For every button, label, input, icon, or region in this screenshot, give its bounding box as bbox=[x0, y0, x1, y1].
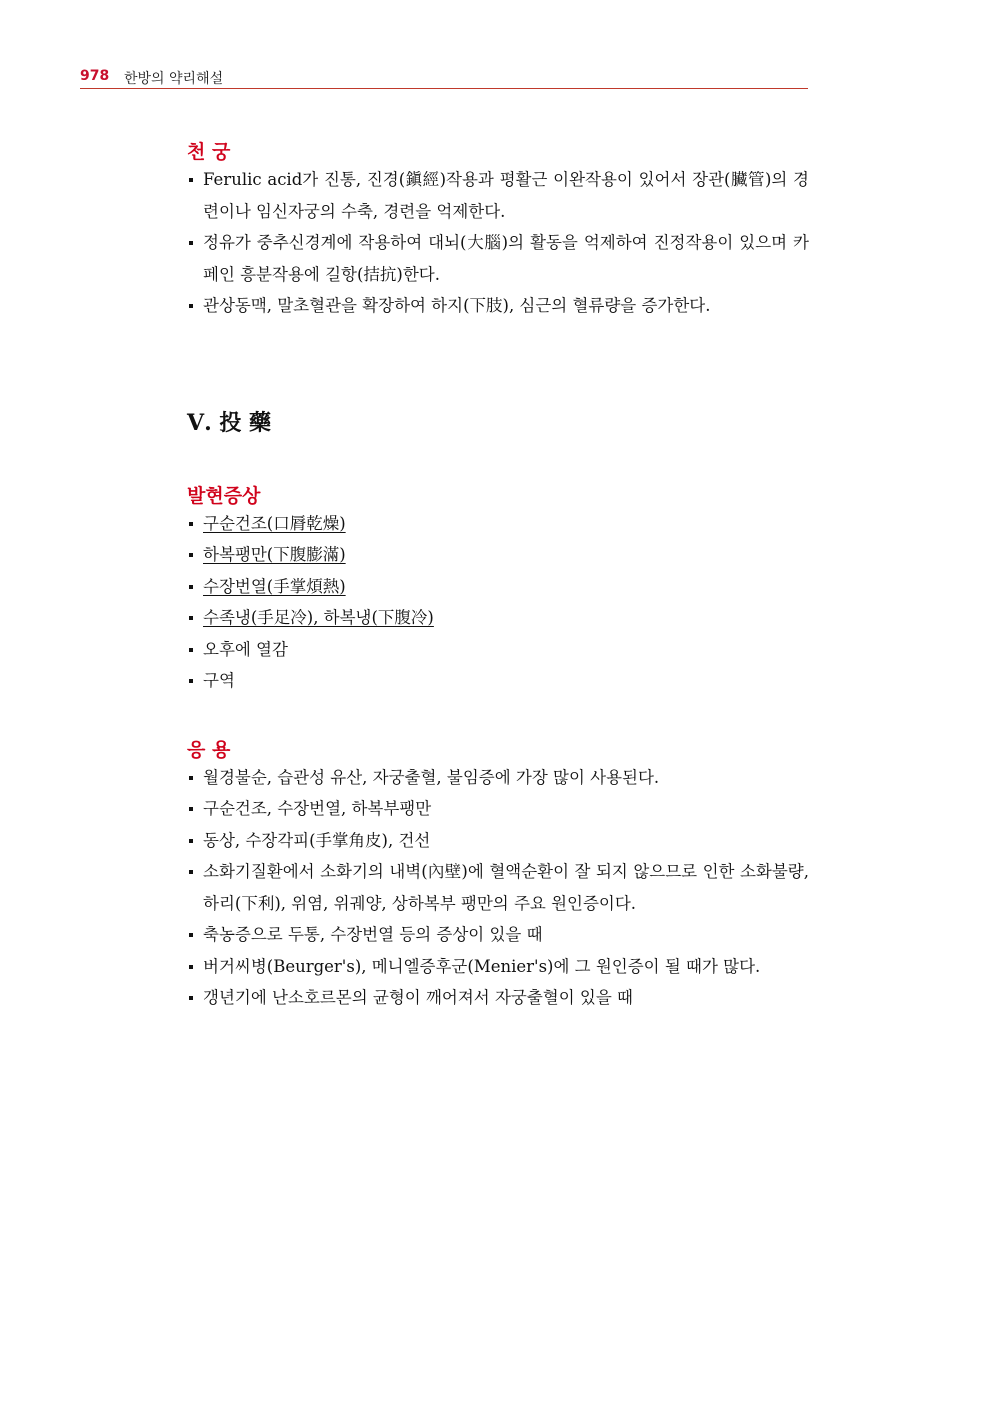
symptom-text: 구순건조(口脣乾燥) bbox=[203, 513, 346, 533]
list-item: 축농증으로 두통, 수장번열 등의 증상이 있을 때 bbox=[187, 919, 809, 951]
page-number: 978 bbox=[80, 68, 110, 84]
list-item: 관상동맥, 말초혈관을 확장하여 하지(下肢), 심근의 혈류량을 증가한다. bbox=[187, 290, 809, 322]
list-item bbox=[187, 602, 809, 634]
list-item: 소화기질환에서 소화기의 내벽(內壁)에 혈액순환이 잘 되지 않으므로 인한 소화불량, 하리(下利), 위염, 위궤양, 상하복부 팽만의 주요 원인증이다. bbox=[187, 856, 809, 919]
list-item bbox=[187, 665, 809, 697]
section-title-application: 응 용 bbox=[187, 738, 231, 761]
symptom-text: 수족냉(手足冷), 하복냉(下腹冷) bbox=[203, 608, 434, 627]
list-item: Ferulic acid가 진통, 진경(鎭經)작용과 평활근 이완작용이 있어서 장관(臟管)의 경련이나 임신자궁의 수축, 경련을 억제한다. bbox=[187, 164, 809, 227]
list-item bbox=[187, 571, 809, 603]
symptoms-list bbox=[187, 508, 809, 697]
list-item bbox=[187, 634, 809, 666]
page-header bbox=[80, 66, 808, 89]
cheongung-list bbox=[187, 164, 809, 322]
section-title-cheongung: 천 궁 bbox=[187, 141, 231, 163]
section-title-dosage: Ⅴ. 投 藥 bbox=[187, 409, 272, 436]
list-item: 월경불순, 습관성 유산, 자궁출혈, 불임증에 가장 많이 사용된다. bbox=[187, 762, 809, 794]
main-content bbox=[187, 130, 809, 1014]
list-item bbox=[187, 508, 809, 540]
list-item: 구순건조, 수장번열, 하복부팽만 bbox=[187, 793, 809, 825]
list-item: 동상, 수장각피(手掌角皮), 건선 bbox=[187, 825, 809, 857]
list-item: 버거씨병(Beurger's), 메니엘증후군(Menier's)에 그 원인증이 될 때가 많다. bbox=[187, 951, 809, 983]
book-title: 한방의 약리해설 bbox=[124, 71, 224, 87]
symptom-text: 오후에 열감 bbox=[203, 639, 288, 659]
symptom-text: 수장번열(手掌煩熱) bbox=[203, 576, 346, 596]
section-title-symptoms: 발현증상 bbox=[187, 484, 261, 507]
symptom-text: 하복팽만(下腹膨滿) bbox=[203, 545, 346, 564]
symptom-text: 구역 bbox=[203, 671, 235, 690]
list-item bbox=[187, 539, 809, 571]
list-item: 갱년기에 난소호르몬의 균형이 깨어져서 자궁출혈이 있을 때 bbox=[187, 982, 809, 1014]
application-list bbox=[187, 762, 809, 1014]
list-item: 정유가 중추신경계에 작용하여 대뇌(大腦)의 활동을 억제하여 진정작용이 있으며 카페인 흥분작용에 길항(拮抗)한다. bbox=[187, 227, 809, 290]
